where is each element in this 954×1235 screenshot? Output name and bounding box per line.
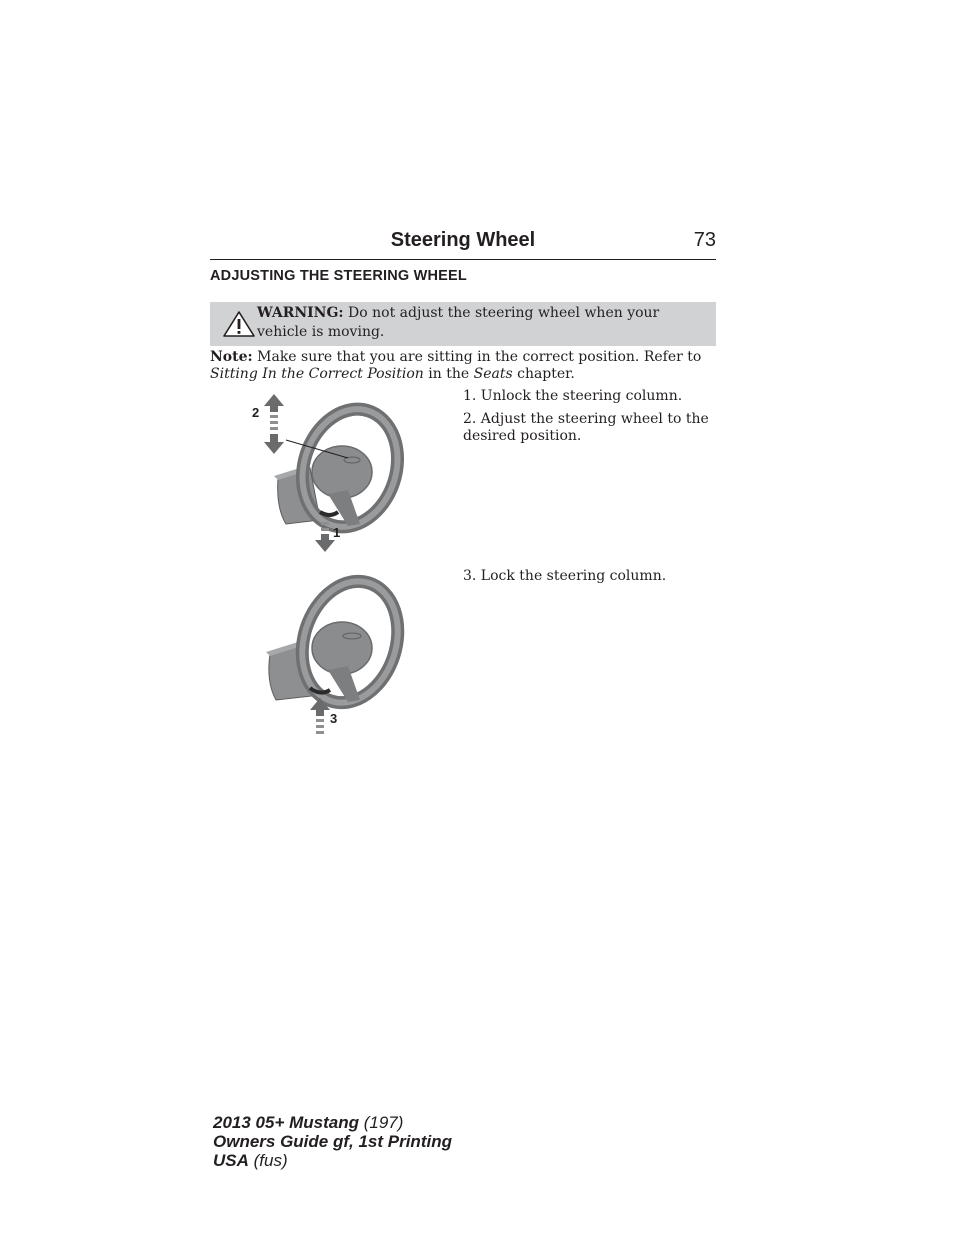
figure1-label-1: 1 <box>333 525 341 540</box>
warning-text <box>257 304 707 342</box>
footer-model-code: (197) <box>359 1113 404 1132</box>
warning-body: Do not adjust the steering wheel when your vehicle is moving. <box>257 305 660 340</box>
note-label: Note: <box>210 349 253 365</box>
note-text-1: Make sure that you are sitting in the correct position. Refer to <box>252 349 702 365</box>
footer <box>213 1113 452 1170</box>
note-ref-sitting: Sitting In the Correct Position <box>210 366 424 382</box>
note-text-3: chapter. <box>512 366 575 382</box>
step-1: 1. Unlock the steering column. <box>463 388 683 404</box>
steps-list <box>463 388 717 451</box>
note <box>210 349 716 383</box>
warning-triangle-icon <box>222 310 256 338</box>
page-title: Steering Wheel <box>390 229 536 251</box>
note-text-2: in the <box>423 366 474 382</box>
figure2-label-3: 3 <box>330 711 338 726</box>
step-3: 3. Lock the steering column. <box>463 568 667 584</box>
footer-model: 2013 05+ Mustang <box>213 1113 359 1132</box>
figure-unlock-adjust <box>240 390 420 558</box>
footer-line-2: Owners Guide gf, 1st Printing <box>213 1132 452 1151</box>
note-ref-seats: Seats <box>473 366 513 382</box>
section-heading: ADJUSTING THE STEERING WHEEL <box>210 268 467 284</box>
warning-box <box>210 302 716 346</box>
footer-line-3 <box>213 1151 452 1170</box>
page-number: 73 <box>693 229 716 251</box>
figure-lock <box>240 570 420 735</box>
footer-market-code: (fus) <box>248 1151 288 1170</box>
step-2: 2. Adjust the steering wheel to the desired position. <box>463 411 709 444</box>
page-header <box>210 229 716 260</box>
warning-label: WARNING: <box>257 305 344 321</box>
footer-market: USA <box>213 1151 249 1170</box>
figure1-label-2: 2 <box>252 405 260 420</box>
footer-line-1 <box>213 1113 452 1132</box>
